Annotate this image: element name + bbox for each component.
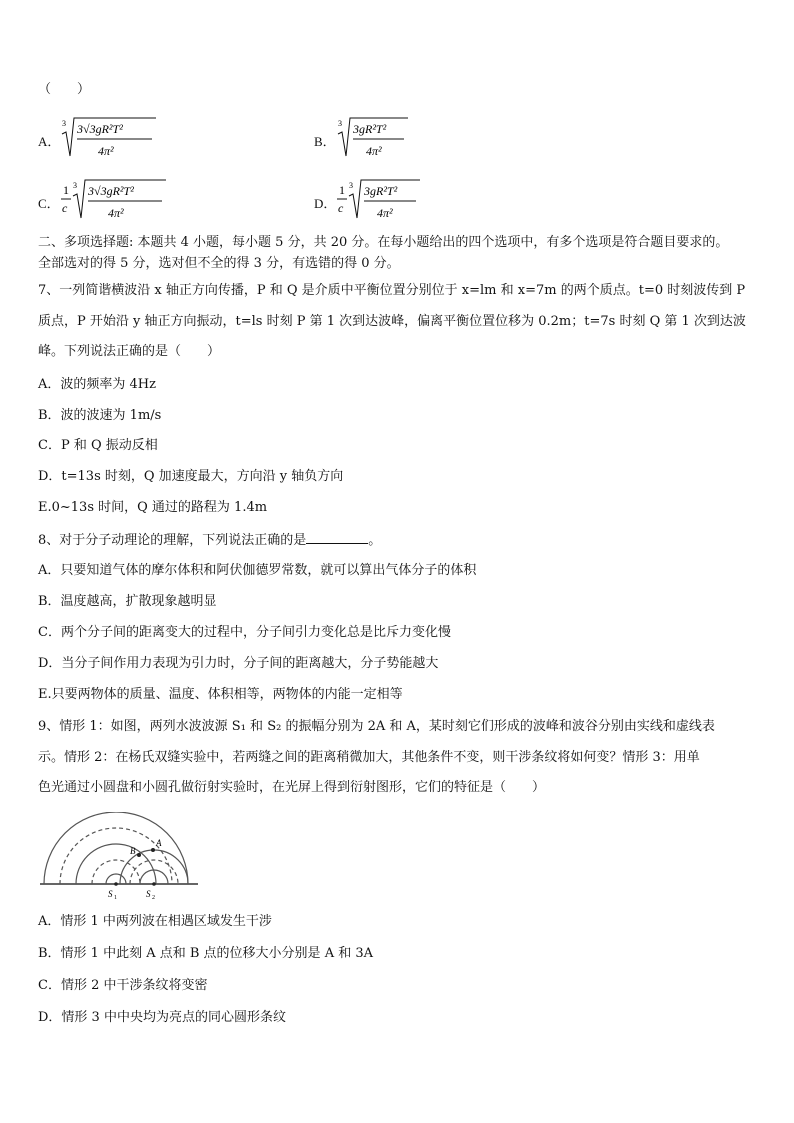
question-7-option-a: A．波的频率为 4Hz <box>38 377 156 392</box>
question-9-stem-line-1: 9、情形 1：如图，两列水波波源 S₁ 和 S₂ 的振幅分别为 2A 和 A，某时刻它们形成的波峰和波谷分别由实线和虚线表 <box>38 719 715 734</box>
question-8-option-d: D．当分子间作用力表现为引力时，分子间的距离越大，分子势能越大 <box>38 656 439 671</box>
answer-blank <box>306 531 368 544</box>
question-7-stem-line-3: 峰。下列说法正确的是（ ） <box>38 344 221 359</box>
question-9-option-b: B．情形 1 中此刻 A 点和 B 点的位移大小分别是 A 和 3A <box>38 946 374 961</box>
point-a-label: A <box>156 838 162 848</box>
question-9-option-c: C．情形 2 中干涉条纹将变密 <box>38 978 208 993</box>
svg-text:3: 3 <box>62 119 66 128</box>
question-8-stem <box>38 531 381 549</box>
question-8-option-c: C．两个分子间的距离变大的过程中，分子间引力变化总是比斥力变化慢 <box>38 625 451 640</box>
option-d-formula <box>336 174 426 228</box>
question-9-option-d: D．情形 3 中中央均为亮点的同心圆形条纹 <box>38 1010 286 1025</box>
source-s2-subscript: 2 <box>152 895 155 900</box>
point-b-label: B <box>130 846 136 856</box>
question-9-stem-line-2: 示。情形 2：在杨氏双缝实验中，若两缝之间的距离稍微加大，其他条件不变，则干涉条纹将如何变？情形 3：用单 <box>38 750 700 765</box>
svg-text:4π²: 4π² <box>98 144 114 158</box>
svg-text:1: 1 <box>63 183 69 197</box>
option-b-label: B． <box>314 134 336 149</box>
section-2-instructions-line-1: 二、多项选择题: 本题共 4 小题，每小题 5 分，共 20 分。在每小题给出的四个选项中，有多个选项是符合题目要求的。 <box>38 235 729 250</box>
question-8-stem-end: 。 <box>368 533 382 548</box>
source-s1-subscript: 1 <box>114 895 117 900</box>
svg-text:3: 3 <box>338 119 342 128</box>
option-b-formula <box>336 112 416 166</box>
svg-text:3: 3 <box>73 181 77 190</box>
svg-text:4π²: 4π² <box>108 206 124 220</box>
question-9-option-a: A．情形 1 中两列波在相遇区域发生干涉 <box>38 914 272 929</box>
question-7-option-b: B．波的波速为 1m/s <box>38 408 162 423</box>
question-7-stem-line-1: 7、一列简谐横波沿 x 轴正方向传播，P 和 Q 是介质中平衡位置分别位于 x=lm 和 x=7m 的两个质点。t=0 时刻波传到 P <box>38 283 746 298</box>
option-a-formula <box>60 112 160 166</box>
option-c-formula <box>60 174 170 228</box>
option-a-label: A． <box>38 134 61 149</box>
option-c-label: C． <box>38 196 60 211</box>
question-8-option-b: B．温度越高，扩散现象越明显 <box>38 594 217 609</box>
question-7-option-e: E.0~13s 时间，Q 通过的路程为 1.4m <box>38 500 268 515</box>
svg-text:3gR²T²: 3gR²T² <box>364 184 398 198</box>
source-s1-label: S <box>108 889 113 899</box>
question-8-option-a: A．只要知道气体的摩尔体积和阿伏伽德罗常数，就可以算出气体分子的体积 <box>38 563 477 578</box>
option-d-label: D． <box>314 196 337 211</box>
svg-text:3√3gR²T²: 3√3gR²T² <box>88 184 134 198</box>
section-2-instructions-line-2: 全部选对的得 5 分，选对但不全的得 3 分，有选错的得 0 分。 <box>38 256 400 271</box>
svg-text:c: c <box>62 201 68 215</box>
svg-text:4π²: 4π² <box>377 206 393 220</box>
source-s2-label: S <box>146 889 151 899</box>
question-7-stem-line-2: 质点，P 开始沿 y 轴正方向振动，t=ls 时刻 P 第 1 次到达波峰，偏离平衡位置位移为 0.2m；t=7s 时刻 Q 第 1 次到达波 <box>38 314 746 329</box>
svg-text:3: 3 <box>349 181 353 190</box>
wave-interference-figure <box>38 812 203 904</box>
svg-text:4π²: 4π² <box>366 144 382 158</box>
question-9-stem-line-3: 色光通过小圆盘和小圆孔做衍射实验时，在光屏上得到衍射图形，它们的特征是（ ） <box>38 780 546 795</box>
question-6-answer-bracket: （ ） <box>38 82 91 97</box>
svg-text:3gR²T²: 3gR²T² <box>353 122 387 136</box>
question-7-option-d: D．t=13s 时刻，Q 加速度最大，方向沿 y 轴负方向 <box>38 469 344 484</box>
svg-text:c: c <box>338 201 344 215</box>
question-7-option-c: C．P 和 Q 振动反相 <box>38 438 158 453</box>
question-8-stem-text: 8、对于分子动理论的理解，下列说法正确的是 <box>38 533 307 548</box>
svg-text:1: 1 <box>339 183 345 197</box>
svg-text:3√3gR²T²: 3√3gR²T² <box>77 122 123 136</box>
question-8-option-e: E.只要两物体的质量、温度、体积相等，两物体的内能一定相等 <box>38 687 403 702</box>
